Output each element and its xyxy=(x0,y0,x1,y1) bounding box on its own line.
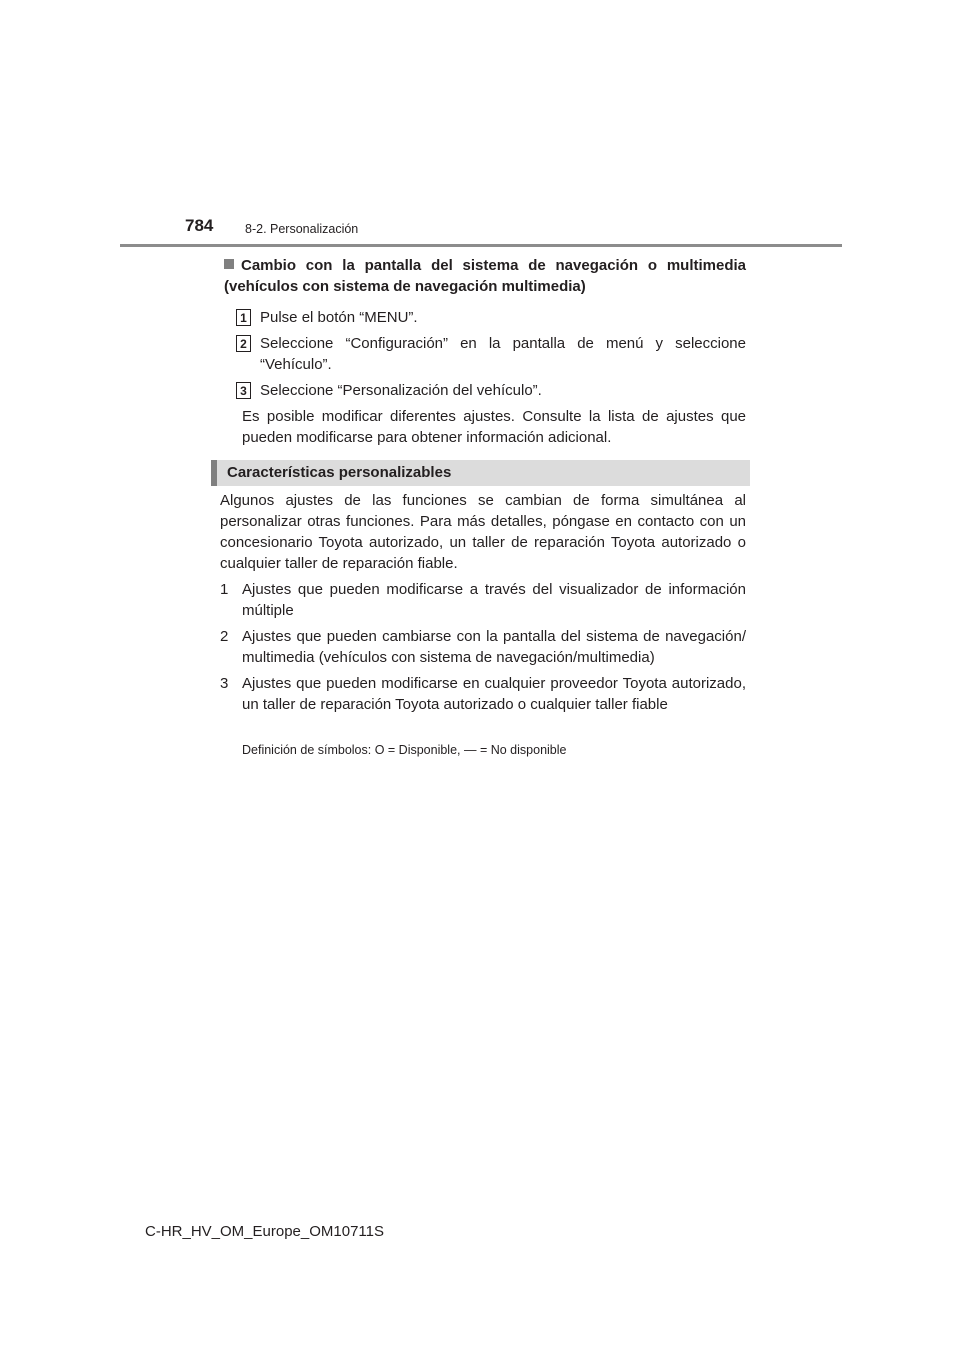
list-item xyxy=(220,673,746,715)
step-text: Pulse el botón “MENU”. xyxy=(260,309,418,326)
subheading xyxy=(224,255,746,297)
page-number: 784 xyxy=(185,216,214,235)
step-number-box: 1 xyxy=(236,309,251,326)
step-text: Seleccione “Personalización del vehículo”. xyxy=(260,382,542,399)
symbols-note: Definición de símbolos: O = Disponible, — = No disponible xyxy=(242,743,567,757)
item-number: 1 xyxy=(220,581,229,598)
step-number-box: 2 xyxy=(236,335,251,352)
step-number-box: 3 xyxy=(236,382,251,399)
step-text: Seleccione “Configuración” en la pantalla de menú y seleccione “Vehículo”. xyxy=(260,335,746,373)
item-number: 3 xyxy=(220,675,229,692)
intro-paragraph: Algunos ajustes de las funciones se cambian de forma simultánea al personalizar otras funciones. Para más detalles, póngase en contacto con un concesionario Toyota autorizado, un taller de reparación Toyota autorizado o cualquier taller de reparación fiable. xyxy=(220,492,746,572)
steps-note: Es posible modificar diferentes ajustes. Consulte la lista de ajustes que pueden modificarse para obtener información adicional. xyxy=(242,408,746,446)
item-text: Ajustes que pueden modificarse en cualquier proveedor Toyota autorizado, un taller de reparación Toyota autorizado o cualquier taller fiable xyxy=(242,675,746,713)
step-1 xyxy=(236,307,746,328)
step-3 xyxy=(236,380,746,401)
item-text: Ajustes que pueden modificarse a través del visualizador de información múltiple xyxy=(242,581,746,619)
section-band xyxy=(211,460,750,486)
subheading-text: Cambio con la pantalla del sistema de navegación o multimedia (vehículos con sistema de navegación multimedia) xyxy=(224,257,746,295)
item-text: Ajustes que pueden cambiarse con la pantalla del sistema de navegación/ multimedia (vehículos con sistema de navegación/multimedia) xyxy=(242,628,746,666)
header-rule xyxy=(120,244,842,247)
step-2 xyxy=(236,333,746,375)
footer-code: C-HR_HV_OM_Europe_OM10711S xyxy=(145,1223,384,1240)
item-number: 2 xyxy=(220,628,229,645)
list-item xyxy=(220,626,746,668)
square-bullet-icon xyxy=(224,259,234,269)
section-label: 8-2. Personalización xyxy=(245,222,359,236)
section-title: Características personalizables xyxy=(227,464,452,481)
list-item xyxy=(220,579,746,621)
